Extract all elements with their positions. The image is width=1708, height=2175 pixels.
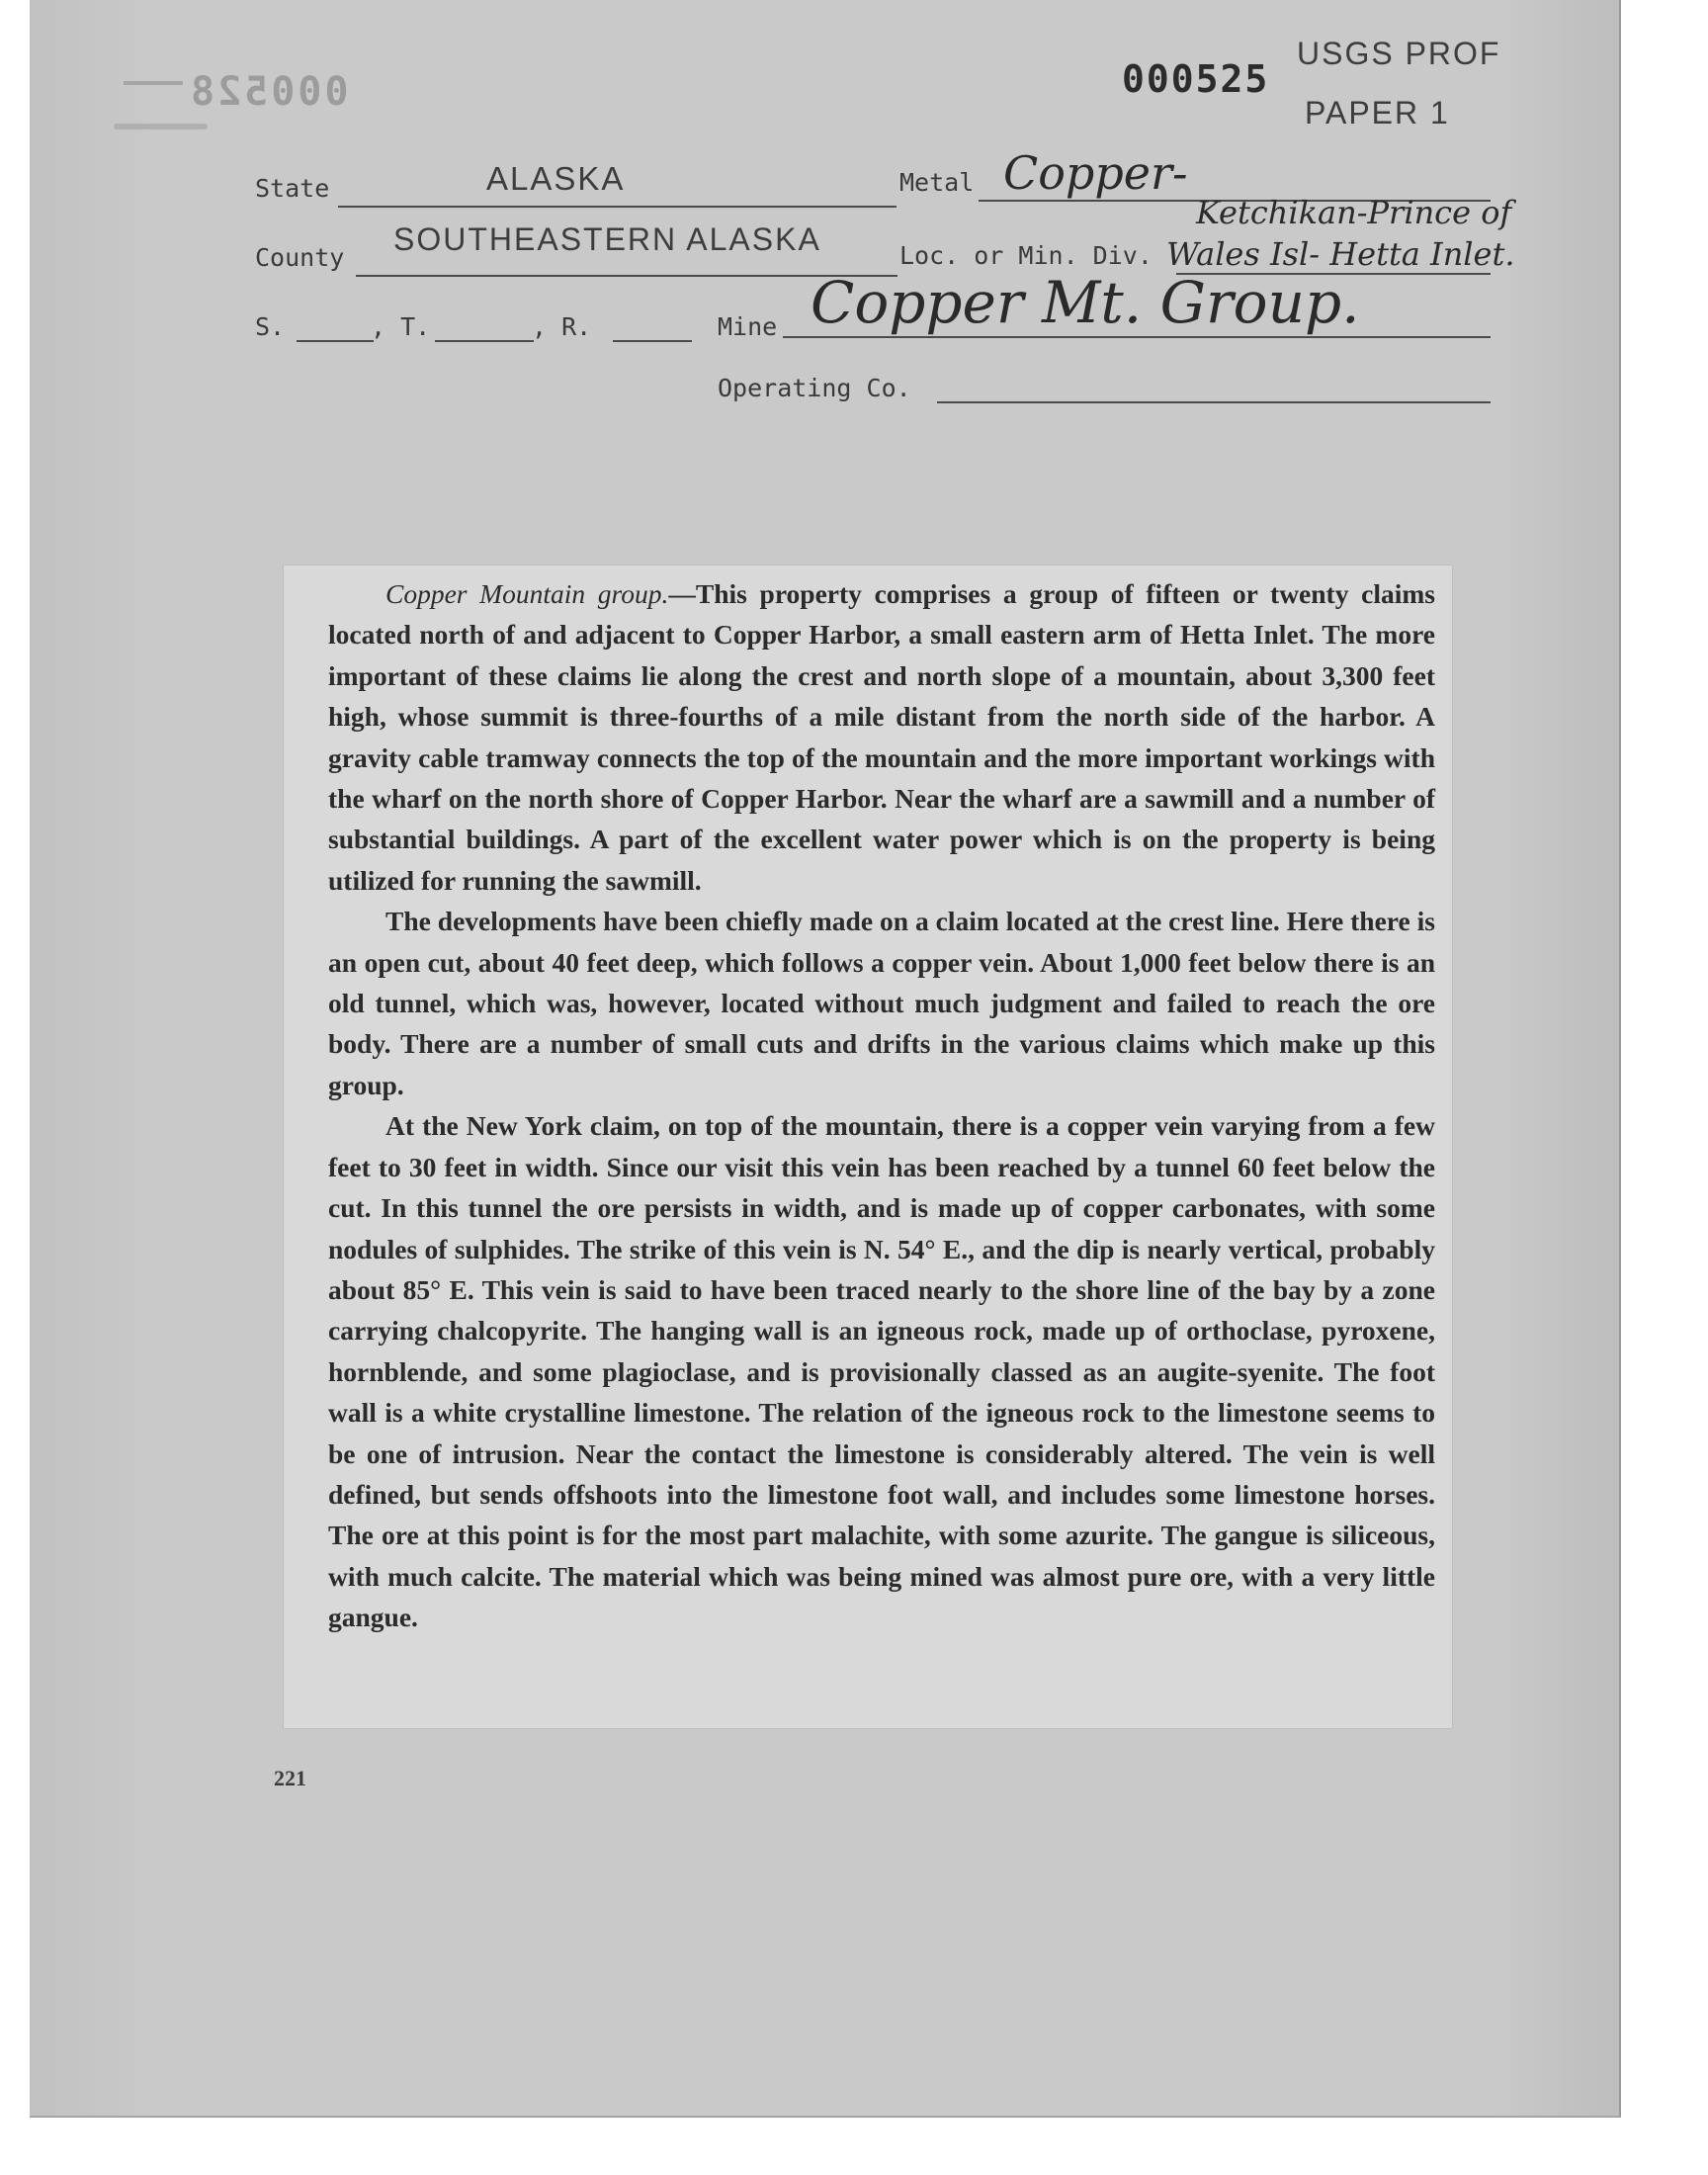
series-paper-label: PAPER 1 (1305, 95, 1450, 130)
state-underline (338, 206, 897, 208)
state-label: State (255, 174, 330, 203)
smudge-mark (124, 81, 183, 85)
operating-company-underline (937, 401, 1491, 403)
mine-value: Copper Mt. Group. (811, 269, 1360, 336)
file-number: 000525 (1122, 57, 1270, 101)
mine-underline (783, 336, 1491, 338)
smudge-mark (114, 124, 208, 130)
clipping-paragraph (328, 573, 1435, 901)
section-underline (297, 340, 374, 342)
clipping-paragraph-body: —This property comprises a group of fifteen or twenty claims located north of and adjacent to Copper Harbor, a small eastern arm of Hetta Inlet. The more important of these claims lie along the crest and north slope of a mountain, about 3,300 feet high, whose summit is three-fourths of a mile distant from the north side of the harbor. A gravity cable tramway connects the top of the mountain and the more important workings with the wharf on the north shore of Copper Harbor. Near the wharf are a sawmill and a number of substantial buildings. A part of the excellent water power which is on the property is being utilized for running the sawmill. (328, 578, 1436, 896)
mirrored-file-number: 000528 (188, 69, 349, 115)
clipping-lead-title: Copper Mountain group. (385, 578, 669, 609)
metal-value: Copper- (1003, 146, 1188, 200)
report-clipping (284, 566, 1452, 1728)
township-underline (435, 340, 534, 342)
state-value: ALASKA (486, 160, 626, 197)
county-value: SOUTHEASTERN ALASKA (393, 221, 821, 257)
range-underline (613, 340, 692, 342)
division-value-line2: Wales Isl- Hetta Inlet. (1166, 235, 1515, 273)
metal-label: Metal (899, 168, 975, 197)
division-value-line1: Ketchikan-Prince of (1196, 194, 1512, 231)
page-number: 221 (274, 1766, 306, 1790)
index-card (30, 0, 1621, 2118)
clipping-paragraph: The developments have been chiefly made on a claim located at the crest line. Here there is an open cut, about 40 feet deep, which follows a copper vein. About 1,000 feet below there is an old tunnel, which was, however, located without much judgment and failed to reach the ore body. There are a number of small cuts and drifts in the various claims which make up this group. (328, 906, 1435, 1100)
clipping-paragraph: At the New York claim, on top of the mountain, there is a copper vein varying from a few feet to 30 feet in width. Since our visit this vein has been reached by a tunnel 60 feet below the cut. In this tunnel the ore persists in width, and is made up of copper carbonates, with some nodules of sulphides. The strike of this vein is N. 54° E., and the dip is nearly vertical, probably about 85° E. This vein is said to have been traced nearly to the shore line of the bay by a zone carrying chalcopyrite. The hanging wall is an igneous rock, made up of orthoclase, pyroxene, hornblende, and some plagioclase, and is provisionally classed as an augite-syenite. The foot wall is a white crystalline limestone. The relation of the igneous rock to the limestone seems to be one of intrusion. Near the contact the limestone is considerably altered. The vein is well defined, but sends offshoots into the limestone foot wall, and includes some limestone horses. The ore at this point is for the most part malachite, with some azurite. The gangue is siliceous, with much calcite. The material which was being mined was almost pure ore, with a very little gangue. (328, 1110, 1435, 1633)
county-label: County (255, 243, 345, 272)
operating-company-label: Operating Co. (718, 374, 911, 402)
range-label: , R. (532, 312, 592, 341)
clipping-text (328, 573, 1435, 1638)
township-label: , T. (371, 312, 431, 341)
section-label: S. (255, 312, 286, 341)
mine-label: Mine (718, 312, 778, 341)
division-label: Loc. or Min. Div. (899, 241, 1153, 270)
series-label: USGS PROF (1297, 36, 1501, 71)
